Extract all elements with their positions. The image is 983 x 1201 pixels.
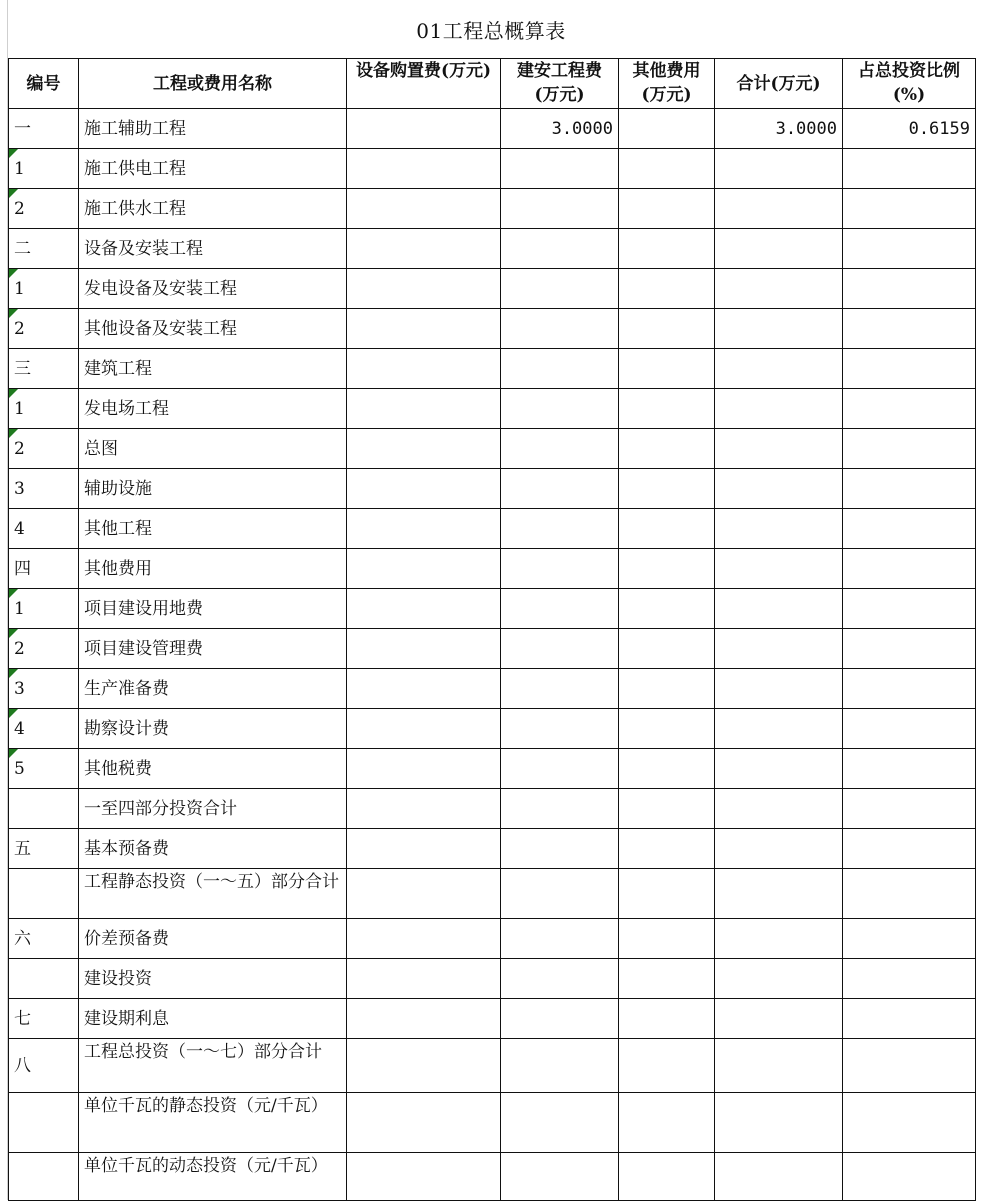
cell-total[interactable] xyxy=(715,389,843,429)
cell-name[interactable]: 发电场工程 xyxy=(79,389,347,429)
number-as-text-indicator-icon xyxy=(9,669,18,678)
cell-total[interactable] xyxy=(715,959,843,999)
cell-total[interactable] xyxy=(715,269,843,309)
cell-name[interactable]: 建设期利息 xyxy=(79,999,347,1039)
cell-ratio[interactable] xyxy=(843,189,976,229)
cell-code-text: 1 xyxy=(14,398,25,419)
cell-ratio[interactable] xyxy=(843,869,976,919)
cell-construction-fee[interactable] xyxy=(501,669,619,709)
table-row xyxy=(9,109,976,149)
number-as-text-indicator-icon xyxy=(9,269,18,278)
cell-code-text: 七 xyxy=(14,1008,31,1029)
cell-code-text: 六 xyxy=(14,928,31,949)
cell-name[interactable]: 项目建设用地费 xyxy=(79,589,347,629)
cell-equipment-fee[interactable] xyxy=(347,789,501,829)
cell-total[interactable] xyxy=(715,229,843,269)
cell-total[interactable] xyxy=(715,509,843,549)
cell-equipment-fee[interactable] xyxy=(347,589,501,629)
cell-equipment-fee[interactable] xyxy=(347,669,501,709)
cell-construction-fee[interactable] xyxy=(501,389,619,429)
cell-total[interactable]: 3.0000 xyxy=(715,109,843,149)
cell-other-fee[interactable] xyxy=(619,269,715,309)
cell-code[interactable] xyxy=(9,309,79,349)
cell-total[interactable] xyxy=(715,469,843,509)
cell-total[interactable] xyxy=(715,829,843,869)
header-name[interactable]: 工程或费用名称 xyxy=(79,59,347,109)
cell-other-fee[interactable] xyxy=(619,709,715,749)
cell-code-text: 1 xyxy=(14,598,25,619)
cell-code-text: 1 xyxy=(14,278,25,299)
cell-total[interactable] xyxy=(715,589,843,629)
cell-code-text: 八 xyxy=(14,1055,31,1076)
cell-code-text: 二 xyxy=(14,238,31,259)
cell-code-text: 2 xyxy=(14,438,25,459)
cell-ratio[interactable] xyxy=(843,509,976,549)
number-as-text-indicator-icon xyxy=(9,749,18,758)
cell-code-text: 三 xyxy=(14,358,31,379)
cell-total[interactable] xyxy=(715,309,843,349)
cell-equipment-fee[interactable] xyxy=(347,1093,501,1153)
cell-construction-fee[interactable] xyxy=(501,959,619,999)
cell-construction-fee[interactable] xyxy=(501,349,619,389)
table-row xyxy=(9,429,976,469)
cell-name[interactable]: 设备及安装工程 xyxy=(79,229,347,269)
cell-code[interactable] xyxy=(9,919,79,959)
cell-total[interactable] xyxy=(715,1093,843,1153)
cell-ratio[interactable] xyxy=(843,309,976,349)
cell-equipment-fee[interactable] xyxy=(347,549,501,589)
cell-name[interactable]: 施工供水工程 xyxy=(79,189,347,229)
table-row xyxy=(9,589,976,629)
cell-other-fee[interactable] xyxy=(619,109,715,149)
cell-other-fee[interactable] xyxy=(619,389,715,429)
table-row xyxy=(9,999,976,1039)
cell-equipment-fee[interactable] xyxy=(347,829,501,869)
cell-code[interactable] xyxy=(9,109,79,149)
table-row xyxy=(9,1153,976,1201)
cell-total[interactable] xyxy=(715,189,843,229)
cell-code[interactable] xyxy=(9,549,79,589)
cell-construction-fee[interactable] xyxy=(501,919,619,959)
cell-code[interactable] xyxy=(9,789,79,829)
cell-code-text: 一 xyxy=(14,118,31,139)
cell-ratio[interactable] xyxy=(843,789,976,829)
table-row xyxy=(9,1093,976,1153)
cell-construction-fee[interactable] xyxy=(501,149,619,189)
cell-ratio[interactable] xyxy=(843,709,976,749)
cell-other-fee[interactable] xyxy=(619,1153,715,1201)
cell-equipment-fee[interactable] xyxy=(347,919,501,959)
cell-name[interactable]: 辅助设施 xyxy=(79,469,347,509)
cell-code-text: 3 xyxy=(14,678,25,699)
cell-total[interactable] xyxy=(715,549,843,589)
cell-equipment-fee[interactable] xyxy=(347,629,501,669)
table-row xyxy=(9,749,976,789)
cell-equipment-fee[interactable] xyxy=(347,749,501,789)
cell-ratio[interactable] xyxy=(843,669,976,709)
cell-code[interactable] xyxy=(9,589,79,629)
cell-equipment-fee[interactable] xyxy=(347,349,501,389)
cell-total[interactable] xyxy=(715,1153,843,1201)
cell-equipment-fee[interactable] xyxy=(347,709,501,749)
cell-name[interactable]: 其他设备及安装工程 xyxy=(79,309,347,349)
cell-name[interactable]: 其他工程 xyxy=(79,509,347,549)
cell-ratio[interactable] xyxy=(843,469,976,509)
cell-equipment-fee[interactable] xyxy=(347,389,501,429)
cell-construction-fee[interactable] xyxy=(501,589,619,629)
cell-other-fee[interactable] xyxy=(619,829,715,869)
cell-ratio[interactable] xyxy=(843,749,976,789)
cell-construction-fee[interactable] xyxy=(501,229,619,269)
cell-ratio[interactable] xyxy=(843,999,976,1039)
cell-name[interactable]: 工程静态投资（一～五）部分合计 xyxy=(79,869,347,919)
header-other-fee[interactable]: 其他费用(万元) xyxy=(619,59,715,109)
cell-code[interactable] xyxy=(9,229,79,269)
cell-ratio[interactable] xyxy=(843,589,976,629)
cell-total[interactable] xyxy=(715,669,843,709)
cell-code-text: 4 xyxy=(14,718,25,739)
cell-code-text: 1 xyxy=(14,158,25,179)
cell-ratio[interactable] xyxy=(843,349,976,389)
cell-name[interactable]: 勘察设计费 xyxy=(79,709,347,749)
table-row xyxy=(9,709,976,749)
cell-code[interactable] xyxy=(9,269,79,309)
cell-code[interactable] xyxy=(9,149,79,189)
cell-code[interactable] xyxy=(9,1153,79,1201)
cell-code-text: 2 xyxy=(14,318,25,339)
table-row xyxy=(9,919,976,959)
cell-name[interactable]: 总图 xyxy=(79,429,347,469)
cell-construction-fee[interactable]: 3.0000 xyxy=(501,109,619,149)
cell-total[interactable] xyxy=(715,629,843,669)
table-row xyxy=(9,309,976,349)
cell-equipment-fee[interactable] xyxy=(347,469,501,509)
table-row xyxy=(9,549,976,589)
cell-ratio[interactable] xyxy=(843,629,976,669)
cell-construction-fee[interactable] xyxy=(501,869,619,919)
cell-ratio[interactable] xyxy=(843,389,976,429)
cell-ratio[interactable] xyxy=(843,549,976,589)
cell-code[interactable] xyxy=(9,709,79,749)
cell-total[interactable] xyxy=(715,869,843,919)
cell-ratio[interactable] xyxy=(843,1153,976,1201)
cell-name[interactable]: 单位千瓦的动态投资（元/千瓦） xyxy=(79,1153,347,1201)
cell-construction-fee[interactable] xyxy=(501,429,619,469)
cell-name[interactable]: 生产准备费 xyxy=(79,669,347,709)
cell-ratio[interactable] xyxy=(843,1039,976,1093)
cell-code-text: 2 xyxy=(14,638,25,659)
cell-total[interactable] xyxy=(715,149,843,189)
cell-name[interactable]: 其他费用 xyxy=(79,549,347,589)
header-ratio[interactable]: 占总投资比例(%) xyxy=(843,59,976,109)
cell-ratio[interactable] xyxy=(843,919,976,959)
table-row xyxy=(9,189,976,229)
cell-total[interactable] xyxy=(715,749,843,789)
cell-code[interactable] xyxy=(9,749,79,789)
cell-construction-fee[interactable] xyxy=(501,749,619,789)
cell-equipment-fee[interactable] xyxy=(347,509,501,549)
cell-total[interactable] xyxy=(715,919,843,959)
table-row xyxy=(9,669,976,709)
cell-equipment-fee[interactable] xyxy=(347,1039,501,1093)
cell-other-fee[interactable] xyxy=(619,789,715,829)
cell-construction-fee[interactable] xyxy=(501,629,619,669)
header-code[interactable]: 编号 xyxy=(9,59,79,109)
cell-total[interactable] xyxy=(715,1039,843,1093)
cell-total[interactable] xyxy=(715,789,843,829)
cell-other-fee[interactable] xyxy=(619,309,715,349)
cell-total[interactable] xyxy=(715,429,843,469)
table-row xyxy=(9,509,976,549)
number-as-text-indicator-icon xyxy=(9,709,18,718)
number-as-text-indicator-icon xyxy=(9,189,18,198)
cell-code[interactable] xyxy=(9,469,79,509)
number-as-text-indicator-icon xyxy=(9,309,18,318)
cell-code-text: 五 xyxy=(14,838,31,859)
cell-construction-fee[interactable] xyxy=(501,509,619,549)
cell-name[interactable]: 基本预备费 xyxy=(79,829,347,869)
cell-other-fee[interactable] xyxy=(619,149,715,189)
number-as-text-indicator-icon xyxy=(9,589,18,598)
cell-ratio[interactable] xyxy=(843,1093,976,1153)
table-row xyxy=(9,469,976,509)
cell-name[interactable]: 建筑工程 xyxy=(79,349,347,389)
table-row xyxy=(9,869,976,919)
cell-equipment-fee[interactable] xyxy=(347,959,501,999)
sheet-title[interactable]: 01工程总概算表 xyxy=(416,18,566,43)
cell-equipment-fee[interactable] xyxy=(347,189,501,229)
table-row xyxy=(9,149,976,189)
cell-equipment-fee[interactable] xyxy=(347,149,501,189)
cell-name[interactable]: 施工供电工程 xyxy=(79,149,347,189)
cell-construction-fee[interactable] xyxy=(501,829,619,869)
cell-name[interactable]: 工程总投资（一～七）部分合计 xyxy=(79,1039,347,1093)
cell-total[interactable] xyxy=(715,999,843,1039)
cell-other-fee[interactable] xyxy=(619,469,715,509)
table-row xyxy=(9,789,976,829)
cell-name[interactable]: 发电设备及安装工程 xyxy=(79,269,347,309)
cell-other-fee[interactable] xyxy=(619,999,715,1039)
cell-other-fee[interactable] xyxy=(619,1093,715,1153)
cell-code[interactable] xyxy=(9,669,79,709)
cell-construction-fee[interactable] xyxy=(501,1039,619,1093)
cell-code-text: 四 xyxy=(14,558,31,579)
cell-code-text: 3 xyxy=(14,478,25,499)
table-row xyxy=(9,269,976,309)
cell-name[interactable]: 其他税费 xyxy=(79,749,347,789)
header-total[interactable]: 合计(万元) xyxy=(715,59,843,109)
cell-equipment-fee[interactable] xyxy=(347,269,501,309)
cell-code[interactable] xyxy=(9,959,79,999)
number-as-text-indicator-icon xyxy=(9,389,18,398)
cell-name[interactable]: 项目建设管理费 xyxy=(79,629,347,669)
cell-equipment-fee[interactable] xyxy=(347,309,501,349)
cell-code[interactable] xyxy=(9,629,79,669)
cell-construction-fee[interactable] xyxy=(501,309,619,349)
cell-code[interactable] xyxy=(9,1039,79,1093)
cell-total[interactable] xyxy=(715,709,843,749)
cell-name[interactable]: 价差预备费 xyxy=(79,919,347,959)
number-as-text-indicator-icon xyxy=(9,429,18,438)
table-row xyxy=(9,229,976,269)
cell-code[interactable] xyxy=(9,429,79,469)
cell-ratio[interactable] xyxy=(843,229,976,269)
cell-construction-fee[interactable] xyxy=(501,189,619,229)
table-row xyxy=(9,349,976,389)
cell-name[interactable]: 一至四部分投资合计 xyxy=(79,789,347,829)
header-equipment-fee[interactable]: 设备购置费(万元) xyxy=(347,59,501,109)
cell-code[interactable] xyxy=(9,999,79,1039)
cell-equipment-fee[interactable] xyxy=(347,429,501,469)
cell-name[interactable]: 单位千瓦的静态投资（元/千瓦） xyxy=(79,1093,347,1153)
table-row xyxy=(9,829,976,869)
cell-other-fee[interactable] xyxy=(619,959,715,999)
cell-total[interactable] xyxy=(715,349,843,389)
table-row xyxy=(9,389,976,429)
cell-code[interactable] xyxy=(9,389,79,429)
cell-ratio[interactable]: 0.6159 xyxy=(843,109,976,149)
cell-code[interactable] xyxy=(9,189,79,229)
cell-code[interactable] xyxy=(9,349,79,389)
cell-equipment-fee[interactable] xyxy=(347,229,501,269)
cell-ratio[interactable] xyxy=(843,959,976,999)
cell-construction-fee[interactable] xyxy=(501,1153,619,1201)
cell-other-fee[interactable] xyxy=(619,429,715,469)
cell-equipment-fee[interactable] xyxy=(347,1153,501,1201)
cell-other-fee[interactable] xyxy=(619,869,715,919)
table-row xyxy=(9,629,976,669)
cell-equipment-fee[interactable] xyxy=(347,869,501,919)
cell-code-text: 2 xyxy=(14,198,25,219)
cell-ratio[interactable] xyxy=(843,429,976,469)
budget-table xyxy=(8,58,976,1201)
cell-ratio[interactable] xyxy=(843,149,976,189)
cell-ratio[interactable] xyxy=(843,269,976,309)
cell-name[interactable]: 建设投资 xyxy=(79,959,347,999)
cell-other-fee[interactable] xyxy=(619,189,715,229)
cell-code[interactable] xyxy=(9,869,79,919)
cell-other-fee[interactable] xyxy=(619,349,715,389)
header-row xyxy=(9,59,976,109)
cell-equipment-fee[interactable] xyxy=(347,109,501,149)
cell-construction-fee[interactable] xyxy=(501,549,619,589)
cell-name[interactable]: 施工辅助工程 xyxy=(79,109,347,149)
number-as-text-indicator-icon xyxy=(9,629,18,638)
cell-equipment-fee[interactable] xyxy=(347,999,501,1039)
cell-other-fee[interactable] xyxy=(619,919,715,959)
cell-ratio[interactable] xyxy=(843,829,976,869)
cell-construction-fee[interactable] xyxy=(501,999,619,1039)
cell-other-fee[interactable] xyxy=(619,669,715,709)
cell-code[interactable] xyxy=(9,829,79,869)
table-row xyxy=(9,1039,976,1093)
header-construction-fee[interactable]: 建安工程费(万元) xyxy=(501,59,619,109)
cell-other-fee[interactable] xyxy=(619,229,715,269)
number-as-text-indicator-icon xyxy=(9,149,18,158)
table-row xyxy=(9,959,976,999)
cell-construction-fee[interactable] xyxy=(501,709,619,749)
cell-code-text: 5 xyxy=(14,758,25,779)
cell-other-fee[interactable] xyxy=(619,1039,715,1093)
cell-construction-fee[interactable] xyxy=(501,1093,619,1153)
cell-construction-fee[interactable] xyxy=(501,789,619,829)
cell-code-text: 4 xyxy=(14,518,25,539)
cell-other-fee[interactable] xyxy=(619,589,715,629)
cell-other-fee[interactable] xyxy=(619,749,715,789)
cell-other-fee[interactable] xyxy=(619,629,715,669)
cell-other-fee[interactable] xyxy=(619,509,715,549)
cell-code[interactable] xyxy=(9,509,79,549)
cell-code[interactable] xyxy=(9,1093,79,1153)
cell-other-fee[interactable] xyxy=(619,549,715,589)
cell-construction-fee[interactable] xyxy=(501,469,619,509)
cell-construction-fee[interactable] xyxy=(501,269,619,309)
